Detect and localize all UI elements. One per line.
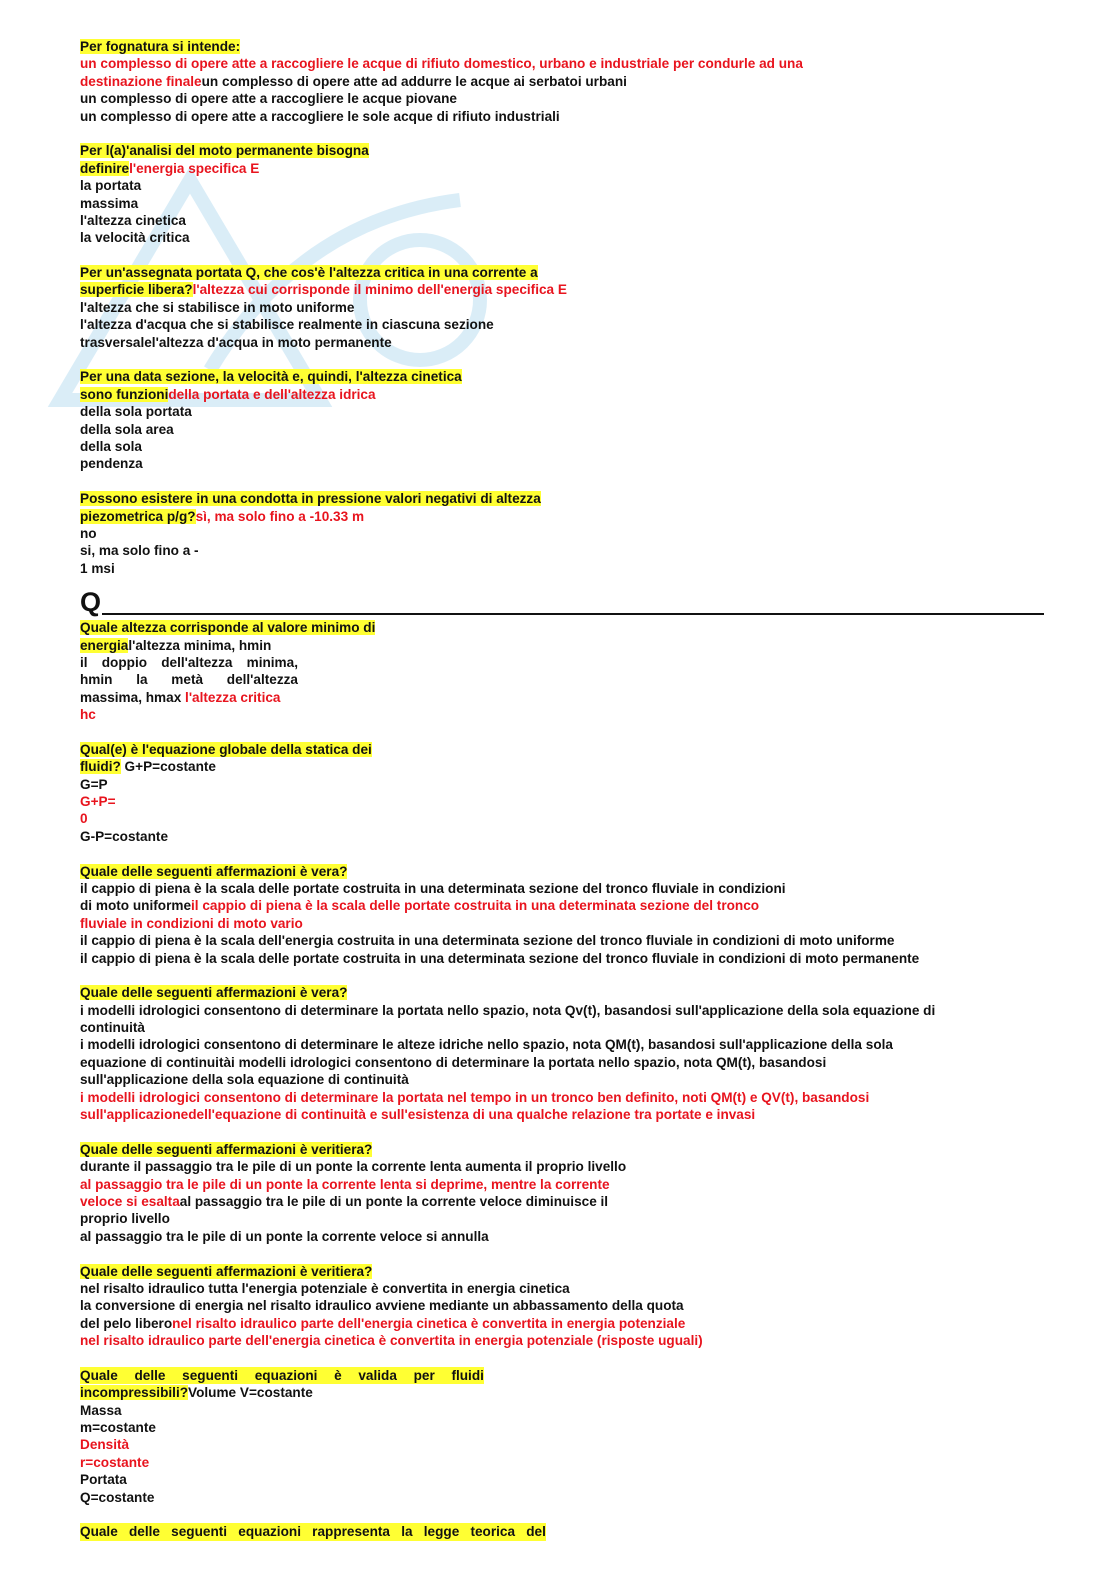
word: legge xyxy=(423,1524,460,1540)
answer-option: i modelli idrologici consentono di determinare le alteze idriche nello spazio, nota QM(t), basandosi sull'applicazione della sola xyxy=(80,1037,893,1053)
document-page xyxy=(80,38,1040,1541)
answer-option: l'altezza d'acqua che si stabilisce realmente in ciascuna sezione xyxy=(80,317,494,333)
word: seguenti xyxy=(171,1524,228,1540)
correct-answer: Densità xyxy=(80,1437,130,1453)
section-header xyxy=(80,585,1040,619)
answer-option: G=P xyxy=(80,776,108,792)
answer-option: l'altezza minima, hmin xyxy=(128,637,272,653)
question-title: incompressibili? xyxy=(80,1385,189,1401)
question-title: Per fognatura si intende: xyxy=(80,39,241,54)
question-title: definire xyxy=(80,160,130,176)
word: delle xyxy=(134,1367,166,1383)
question-title: Per una data sezione, la velocità e, quindi, l'altezza cinetica xyxy=(80,369,462,385)
answer-option: un complesso di opere atte a raccogliere le sole acque di rifiuto industriali xyxy=(80,108,560,124)
question-title: Per l(a)'analisi del moto permanente bisogna xyxy=(80,143,369,159)
answer-option: Portata xyxy=(80,1472,127,1488)
answer-option: Volume V=costante xyxy=(188,1385,313,1401)
question-title xyxy=(80,1367,484,1384)
answer-option: massima, hmax xyxy=(80,689,186,705)
answer-option: G+P=costante xyxy=(120,759,216,775)
correct-answer: i modelli idrologici consentono di determinare la portata nel tempo in un tronco ben definito, noti QM(t) e QV(t), basandosi xyxy=(80,1089,870,1105)
answer-option: la portata xyxy=(80,178,142,194)
answer-option: un complesso di opere atte ad addurre le acque ai serbatoi urbani xyxy=(201,73,627,89)
word: equazioni xyxy=(238,1524,301,1540)
answer-option: al passaggio tra le pile di un ponte la corrente veloce diminuisce il xyxy=(179,1194,609,1209)
section-divider xyxy=(102,613,1044,615)
answer-option: il cappio di piena è la scala delle portate costruita in una determinata sezione del tronco fluviale in condizioni xyxy=(80,880,786,896)
question-title: fluidi? xyxy=(80,759,121,775)
answer-option xyxy=(80,654,298,671)
answer-option: l'altezza che si stabilisce in moto uniforme xyxy=(80,299,355,315)
word: fluidi xyxy=(451,1367,484,1383)
answer-option: si, ma solo fino a - xyxy=(80,543,199,559)
correct-answer: veloce si esalta xyxy=(80,1194,180,1209)
correct-answer: r=costante xyxy=(80,1454,150,1470)
answer-option: Massa xyxy=(80,1402,122,1418)
correct-answer: fluviale in condizioni di moto vario xyxy=(80,915,303,931)
answer-option: del pelo libero xyxy=(80,1315,173,1331)
question-title: energia xyxy=(80,637,129,653)
answer-option: continuità xyxy=(80,1020,145,1036)
word: seguenti xyxy=(182,1367,239,1383)
answer-option: nel risalto idraulico tutta l'energia potenziale è convertita in energia cinetica xyxy=(80,1280,570,1296)
answer-option: il cappio di piena è la scala delle portate costruita in una determinata sezione del tronco fluviale in condizioni di moto permanente xyxy=(80,950,920,966)
word: valida xyxy=(358,1367,397,1383)
word: teorica xyxy=(470,1524,516,1540)
answer-option: no xyxy=(80,525,97,541)
word: dell'altezza xyxy=(226,672,298,688)
answer-option: un complesso di opere atte a raccogliere le acque piovane xyxy=(80,91,457,107)
answer-option: della sola xyxy=(80,438,142,454)
word: dell'altezza xyxy=(161,654,233,670)
answer-option xyxy=(80,671,298,688)
question-title: Per un'assegnata portata Q, che cos'è l'altezza critica in una corrente a xyxy=(80,265,538,281)
question-title: Qual(e) è l'equazione globale della statica dei xyxy=(80,741,372,757)
correct-answer: hc xyxy=(80,707,96,723)
answer-option: Q=costante xyxy=(80,1489,155,1505)
answer-option: G-P=costante xyxy=(80,828,169,844)
answer-option: m=costante xyxy=(80,1420,156,1436)
answer-option: trasversalel'altezza d'acqua in moto permanente xyxy=(80,334,392,350)
answer-option: i modelli idrologici consentono di determinare la portata nello spazio, nota Qv(t), basandosi sull'applicazione della sola equazione di xyxy=(80,1002,936,1018)
question-title: Possono esistere in una condotta in pressione valori negativi di altezza xyxy=(80,491,541,507)
answer-option: pendenza xyxy=(80,456,143,472)
section-letter: Q xyxy=(80,587,102,618)
question-title: Quale delle seguenti affermazioni è veritiera? xyxy=(80,1263,373,1279)
word: delle xyxy=(128,1524,160,1540)
question-title: sono funzioni xyxy=(80,386,169,402)
question-title: Quale delle seguenti affermazioni è vera? xyxy=(80,985,348,1001)
answer-option: 1 msi xyxy=(80,560,115,576)
answer-option: la velocità critica xyxy=(80,230,190,246)
correct-answer: 0 xyxy=(80,811,88,827)
correct-answer: l'energia specifica E xyxy=(129,160,260,176)
correct-answer: sull'applicazionedell'equazione di continuità e sull'esistenza di una qualche relazione tra portate e invasi xyxy=(80,1107,756,1123)
answer-option: massima xyxy=(80,195,139,211)
answer-option: proprio livello xyxy=(80,1211,170,1227)
correct-answer: della portata e dell'altezza idrica xyxy=(168,386,376,402)
word: metà xyxy=(171,672,204,688)
answer-option: della sola area xyxy=(80,421,174,437)
word: Quale xyxy=(80,1367,118,1383)
question-title: piezometrica p/g? xyxy=(80,508,196,524)
word: la xyxy=(136,672,148,688)
answer-option: l'altezza cinetica xyxy=(80,212,186,228)
question-title: Quale delle seguenti affermazioni è veritiera? xyxy=(80,1141,373,1157)
word: è xyxy=(334,1367,342,1383)
word: equazioni xyxy=(254,1367,318,1383)
correct-answer: G+P= xyxy=(80,794,116,810)
word: la xyxy=(401,1524,413,1540)
word: minima, xyxy=(246,654,298,670)
correct-answer: il cappio di piena è la scala delle portate costruita in una determinata sezione del tronco xyxy=(191,898,760,914)
correct-answer: destinazione finale xyxy=(80,73,202,89)
correct-answer: nel risalto idraulico parte dell'energia cinetica è convertita in energia potenziale xyxy=(172,1315,686,1331)
correct-answer: al passaggio tra le pile di un ponte la corrente lenta si deprime, mentre la corrente xyxy=(80,1176,610,1192)
answer-option: sull'applicazione della sola equazione di continuità xyxy=(80,1072,409,1088)
question-title xyxy=(80,1523,546,1540)
answer-option: durante il passaggio tra le pile di un ponte la corrente lenta aumenta il proprio livello xyxy=(80,1159,627,1175)
answer-option: la conversione di energia nel risalto idraulico avviene mediante un abbassamento della quota xyxy=(80,1298,684,1314)
word: doppio xyxy=(101,654,148,670)
answer-option: al passaggio tra le pile di un ponte la corrente veloce si annulla xyxy=(80,1228,489,1244)
word: Quale xyxy=(80,1524,118,1540)
correct-answer: sì, ma solo fino a -10.33 m xyxy=(195,508,365,524)
correct-answer: nel risalto idraulico parte dell'energia cinetica è convertita in energia potenziale (risposte uguali) xyxy=(80,1333,703,1349)
correct-answer: l'altezza cui corrisponde il minimo dell'energia specifica E xyxy=(192,282,567,298)
answer-option: della sola portata xyxy=(80,404,192,420)
word: rappresenta xyxy=(312,1524,390,1540)
correct-answer: l'altezza critica xyxy=(185,689,281,705)
answer-option: il cappio di piena è la scala dell'energia costruita in una determinata sezione del tronco fluviale in condizioni di moto uniforme xyxy=(80,933,895,949)
word: per xyxy=(413,1367,435,1383)
correct-answer: un complesso di opere atte a raccogliere le acque di rifiuto domestico, urbano e industriale per condurle ad una xyxy=(80,56,803,72)
answer-option: di moto uniforme xyxy=(80,898,192,914)
word: il xyxy=(80,654,88,670)
question-title: superficie libera? xyxy=(80,282,193,298)
question-title: Quale altezza corrisponde al valore minimo di xyxy=(80,620,376,636)
word: del xyxy=(526,1524,546,1540)
word: hmin xyxy=(80,672,113,688)
question-title: Quale delle seguenti affermazioni è vera? xyxy=(80,863,348,879)
answer-option: equazione di continuitài modelli idrologici consentono di determinare la portata nello spazio, nota QM(t), basandosi xyxy=(80,1054,827,1070)
